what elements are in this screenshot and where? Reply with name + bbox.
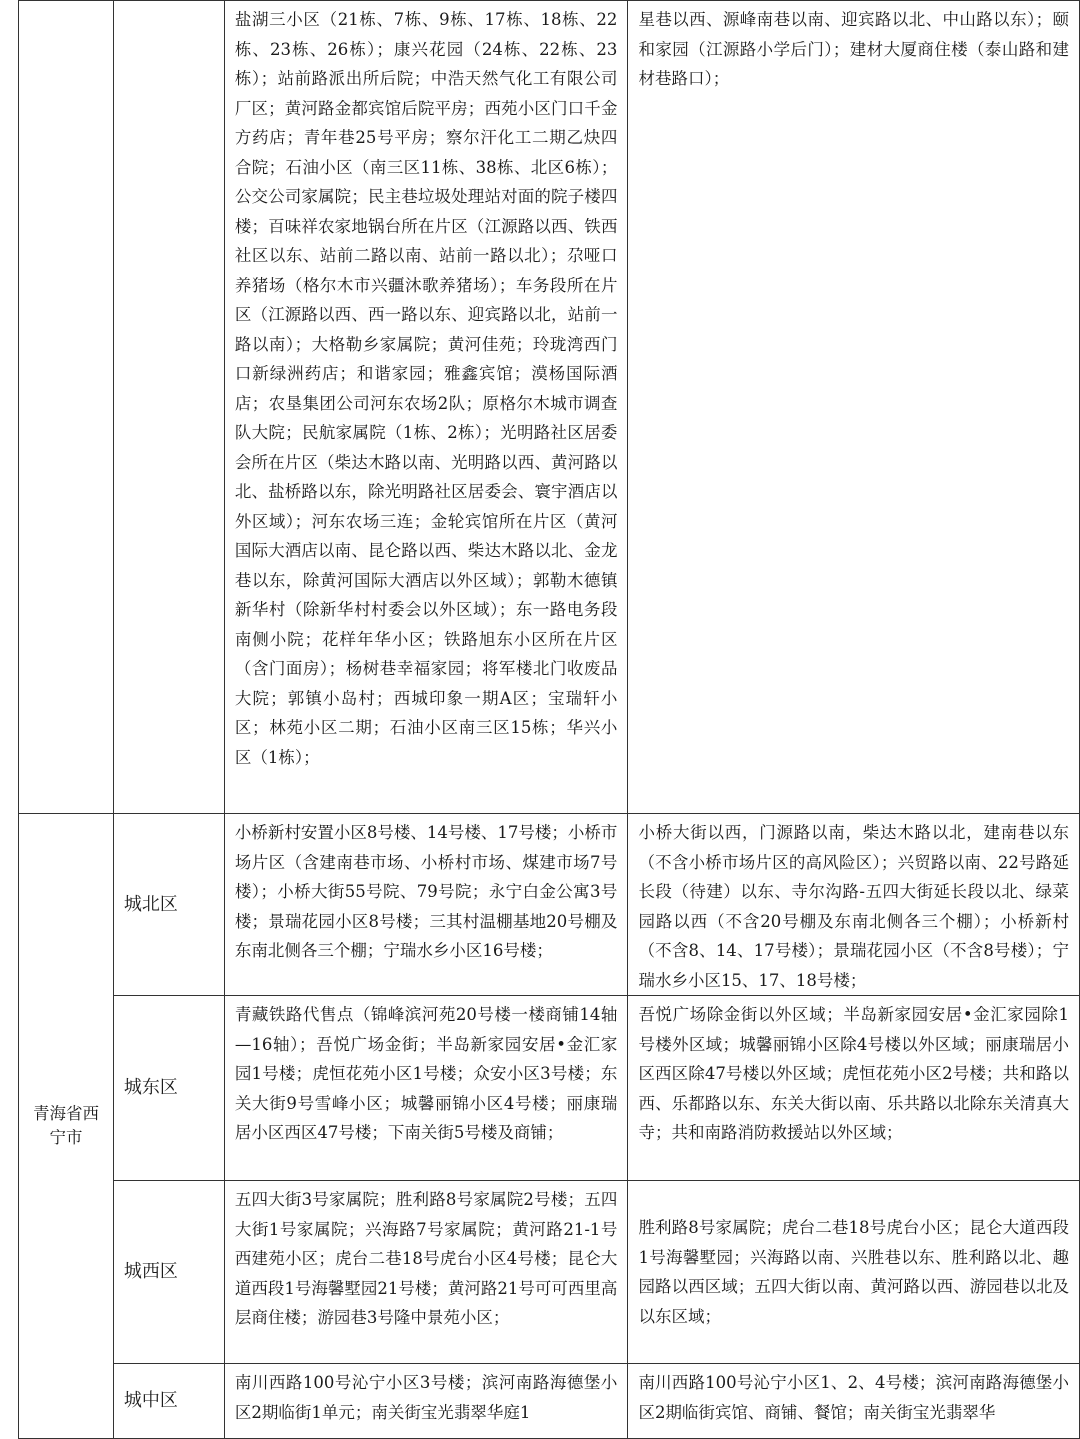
high-risk-text: 南川西路100号沁宁小区3号楼；滨河南路海德堡小区2期临街1单元；南关街宝光翡翠华庭1 xyxy=(234,1373,618,1422)
low-risk-text: 南川西路100号沁宁小区1、2、4号楼；滨河南路海德堡小区2期临街宾馆、商铺、餐馆；南关街宝光翡翠华 xyxy=(638,1373,1069,1422)
high-risk-cell xyxy=(224,996,628,1181)
table-row xyxy=(19,1364,1080,1439)
low-risk-text: 小桥大街以西，门源路以南，柴达木路以北，建南巷以东（不含小桥市场片区的高风险区）；兴贸路以南、22号路延长段（待建）以东、寺尔沟路-五四大街延长段以北、绿菜园路以西（不含20号棚及东南北侧各三个棚）；小桥新村（不含8、14、17号楼）；景瑞花园小区（不含8号楼）；宁瑞水乡小区15、17、18号楼； xyxy=(638,823,1069,990)
high-risk-cell xyxy=(224,1,628,814)
table-row xyxy=(19,1181,1080,1364)
province-cell-blank xyxy=(19,1,114,814)
district-name: 城北区 xyxy=(123,893,178,915)
low-risk-text: 星巷以西、源峰南巷以南、迎宾路以北、中山路以东）；颐和家园（江源路小学后门）；建材大厦商住楼（泰山路和建材巷路口）； xyxy=(638,10,1069,88)
district-name: 城西区 xyxy=(123,1261,178,1283)
district-cell xyxy=(113,996,224,1181)
low-risk-cell xyxy=(628,996,1080,1181)
table-row xyxy=(19,996,1080,1181)
low-risk-text: 胜利路8号家属院；虎台二巷18号虎台小区；昆仑大道西段1号海馨墅园；兴海路以南、兴胜巷以东、胜利路以北、趣园路以西区域；五四大街以南、黄河路以西、游园巷以北及以东区域； xyxy=(638,1218,1069,1326)
low-risk-cell xyxy=(628,1,1080,814)
table-row xyxy=(19,1,1080,814)
high-risk-text: 小桥新村安置小区8号楼、14号楼、17号楼；小桥市场片区（含建南巷市场、小桥村市场、煤建市场7号楼）；小桥大街55号院、79号院；永宁白金公寓3号楼；景瑞花园小区8号楼；三其村温棚基地20号棚及东南北侧各三个棚；宁瑞水乡小区16号楼； xyxy=(234,823,618,960)
province-cell xyxy=(19,814,114,1439)
district-cell-blank xyxy=(113,1,224,814)
high-risk-cell xyxy=(224,1181,628,1364)
low-risk-cell xyxy=(628,1364,1080,1439)
high-risk-text: 青藏铁路代售点（锦峰滨河苑20号楼一楼商铺14轴—16轴）；吾悦广场金街；半岛新家园安居•金汇家园1号楼；虎恒花苑小区1号楼；众安小区3号楼；东关大街9号雪峰小区；城馨丽锦小区4号楼；丽康瑞居小区西区47号楼；下南关街5号楼及商铺； xyxy=(234,1005,618,1142)
low-risk-text: 吾悦广场除金街以外区域；半岛新家园安居•金汇家园除1号楼外区域；城馨丽锦小区除4号楼以外区域；丽康瑞居小区西区除47号楼以外区域；虎恒花苑小区2号楼；共和路以西、乐都路以东、东关大街以南、乐共路以北除东关清真大寺；共和南路消防救援站以外区域； xyxy=(638,1005,1069,1142)
table-row xyxy=(19,814,1080,996)
district-cell xyxy=(113,814,224,996)
high-risk-cell xyxy=(224,1364,628,1439)
low-risk-cell xyxy=(628,1181,1080,1364)
district-name: 城东区 xyxy=(123,1077,178,1099)
low-risk-cell xyxy=(628,814,1080,996)
district-cell xyxy=(113,1181,224,1364)
risk-area-table xyxy=(18,0,1080,1439)
high-risk-text: 五四大街3号家属院；胜利路8号家属院2号楼；五四大街1号家属院；兴海路7号家属院；黄河路21-1号西建苑小区；虎台二巷18号虎台小区4号楼；昆仑大道西段1号海馨墅园21号楼；黄河路21号可可西里高层商住楼；游园巷3号隆中景苑小区； xyxy=(234,1190,618,1327)
high-risk-text: 盐湖三小区（21栋、7栋、9栋、17栋、18栋、22栋、23栋、26栋）；康兴花园（24栋、22栋、23栋）；站前路派出所后院；中浩天然气化工有限公司厂区；黄河路金都宾馆后院平房；西苑小区门口千金方药店；青年巷25号平房；察尔汗化工二期乙炔四合院；石油小区（南三区11栋、38栋、北区6栋）；公交公司家属院；民主巷垃圾处理站对面的院子楼四楼；百味祥农家地锅台所在片区（江源路以西、铁西社区以东、站前二路以南、站前一路以北）；尕哑口养猪场（格尔木市兴疆沐歌养猪场）；车务段所在片区（江源路以西、西一路以东、迎宾路以北，站前一路以南）；大格勒乡家属院；黄河佳苑；玲珑湾西门口新绿洲药店；和谐家园；雅鑫宾馆；漠杨国际酒店；农垦集团公司河东农场2队；原格尔木城市调查队大院；民航家属院（1栋、2栋）；光明路社区居委会所在片区（柴达木路以南、光明路以西、黄河路以北、盐桥路以东，除光明路社区居委会、寰宇酒店以外区域）；河东农场三连；金轮宾馆所在片区（黄河国际大酒店以南、昆仑路以西、柴达木路以北、金龙巷以东，除黄河国际大酒店以外区域）；郭勒木德镇新华村（除新华村村委会以外区域）；东一路电务段南侧小院；花样年华小区；铁路旭东小区所在片区（含门面房）；杨树巷幸福家园；将军楼北门收废品大院；郭镇小岛村；西城印象一期A区；宝瑞轩小区；林苑小区二期；石油小区南三区15栋；华兴小区（1栋）； xyxy=(234,10,618,767)
district-cell xyxy=(113,1364,224,1439)
province-label: 青海省西宁市 xyxy=(32,1104,99,1147)
high-risk-cell xyxy=(224,814,628,996)
district-name: 城中区 xyxy=(123,1390,178,1412)
